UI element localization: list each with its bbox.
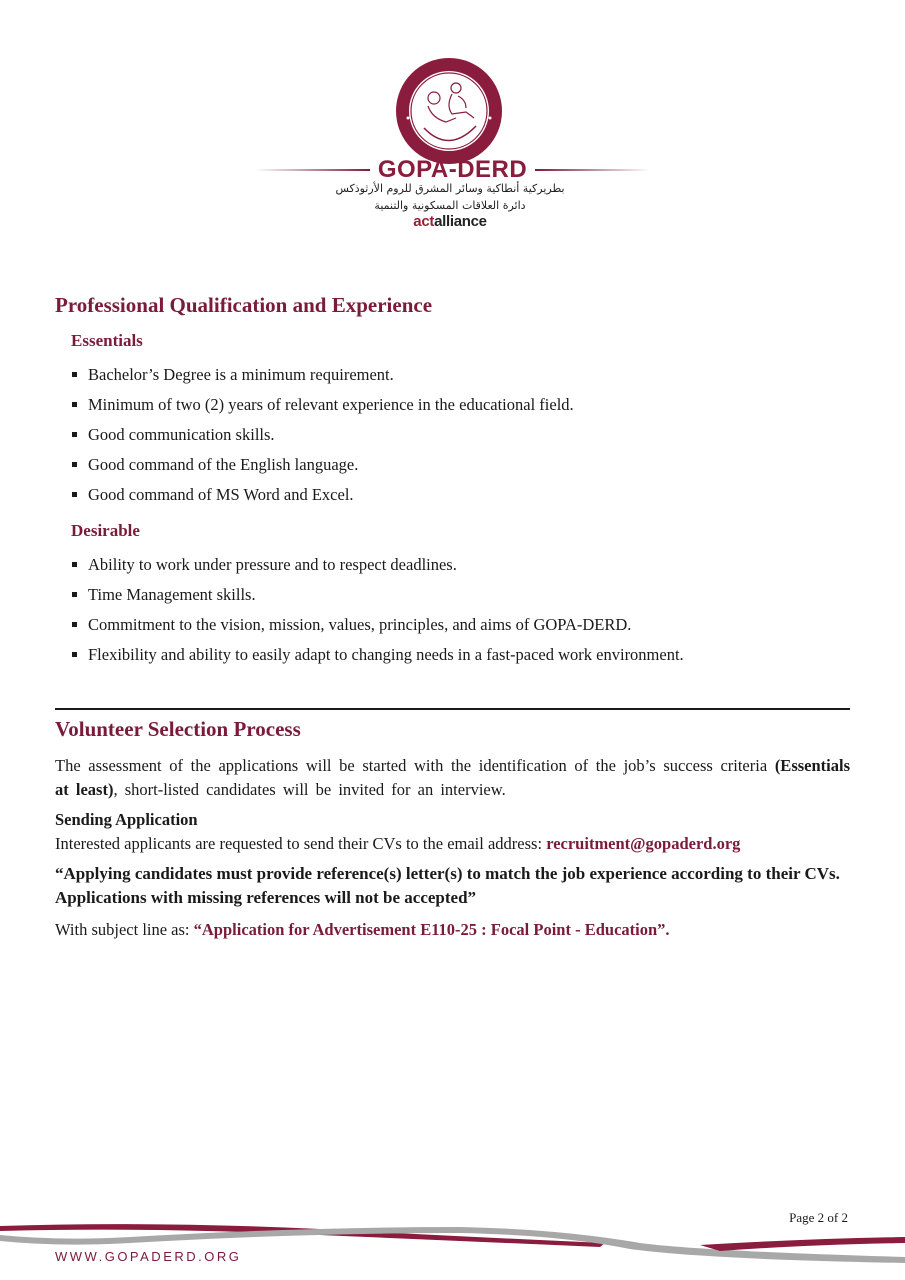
list-item-text: Time Management skills. — [88, 585, 256, 604]
bullet-square-icon — [72, 372, 77, 377]
subject-line-value: “Application for Advertisement E110-25 : Focal Point - Education”. — [193, 920, 670, 939]
brand-name: GOPA-DERD — [377, 156, 528, 183]
bullet-square-icon — [72, 622, 77, 627]
bullet-square-icon — [72, 462, 77, 467]
arabic-subtitle-2: دائرة العلاقات المسكونية والتنمية — [374, 199, 526, 212]
bullet-square-icon — [72, 562, 77, 567]
recruitment-email-link[interactable]: recruitment@gopaderd.org — [546, 834, 741, 853]
list-item — [72, 580, 850, 610]
bullet-square-icon — [72, 492, 77, 497]
sending-text: Interested applicants are requested to send their CVs to the email address: — [55, 834, 547, 853]
essentials-list — [72, 360, 850, 510]
list-item-text: Ability to work under pressure and to respect deadlines. — [88, 555, 457, 574]
arabic-subtitle-1: بطريركية أنطاكية وسائر المشرق للروم الأرثوذكس — [335, 182, 565, 195]
assessment-text-2: , short-listed candidates will be invited for an interview. — [113, 780, 506, 799]
desirable-list — [72, 550, 850, 670]
letterhead — [0, 0, 905, 250]
qualification-title: Professional Qualification and Experience — [55, 293, 433, 317]
gopa-derd-seal-icon — [394, 56, 504, 166]
actalliance-logo — [330, 213, 570, 230]
list-item — [72, 390, 850, 420]
act-logo-part-1: act — [413, 213, 435, 230]
list-item-text: Bachelor’s Degree is a minimum requirement. — [88, 365, 394, 384]
list-item — [72, 450, 850, 480]
list-item — [72, 480, 850, 510]
act-logo-part-2: alliance — [434, 213, 487, 230]
section-divider — [55, 708, 850, 710]
list-item-text: Commitment to the vision, mission, values, principles, and aims of GOPA-DERD. — [88, 615, 632, 634]
list-item-text: Flexibility and ability to easily adapt to changing needs in a fast-paced work environment. — [88, 645, 684, 664]
subject-prefix: With subject line as: — [55, 920, 194, 939]
qualification-section — [55, 290, 850, 670]
brand-line-left — [255, 169, 370, 171]
page-number: Page 2 of 2 — [789, 1210, 848, 1225]
list-item-text: Good command of the English language. — [88, 455, 359, 474]
list-item — [72, 610, 850, 640]
selection-title: Volunteer Selection Process — [55, 717, 301, 741]
footer — [0, 1195, 905, 1280]
website-link[interactable]: WWW.GOPADERD.ORG — [55, 1249, 242, 1264]
selection-section — [55, 714, 850, 942]
bullet-square-icon — [72, 592, 77, 597]
assessment-paragraph — [55, 754, 850, 802]
assessment-bold: (Essentials at least) — [55, 756, 850, 799]
essentials-title: Essentials — [71, 331, 143, 350]
bullet-square-icon — [72, 432, 77, 437]
bullet-square-icon — [72, 652, 77, 657]
list-item — [72, 360, 850, 390]
list-item-text: Minimum of two (2) years of relevant experience in the educational field. — [88, 395, 574, 414]
reference-requirement-note: “Applying candidates must provide reference(s) letter(s) to match the job experience according to their CVs. Applications with missing references will not be accepted” — [55, 864, 840, 907]
brand-line-right — [535, 169, 650, 171]
list-item — [72, 420, 850, 450]
list-item — [72, 550, 850, 580]
sending-application-text — [55, 832, 850, 856]
sending-application-heading: Sending Application — [55, 810, 198, 829]
bullet-square-icon — [72, 402, 77, 407]
list-item — [72, 640, 850, 670]
list-item-text: Good communication skills. — [88, 425, 275, 444]
desirable-title: Desirable — [71, 521, 140, 540]
assessment-text-1: The assessment of the applications will be started with the identification of the job’s success criteria — [55, 756, 775, 775]
brand-row — [255, 155, 650, 185]
subject-line — [55, 918, 850, 942]
list-item-text: Good command of MS Word and Excel. — [88, 485, 354, 504]
